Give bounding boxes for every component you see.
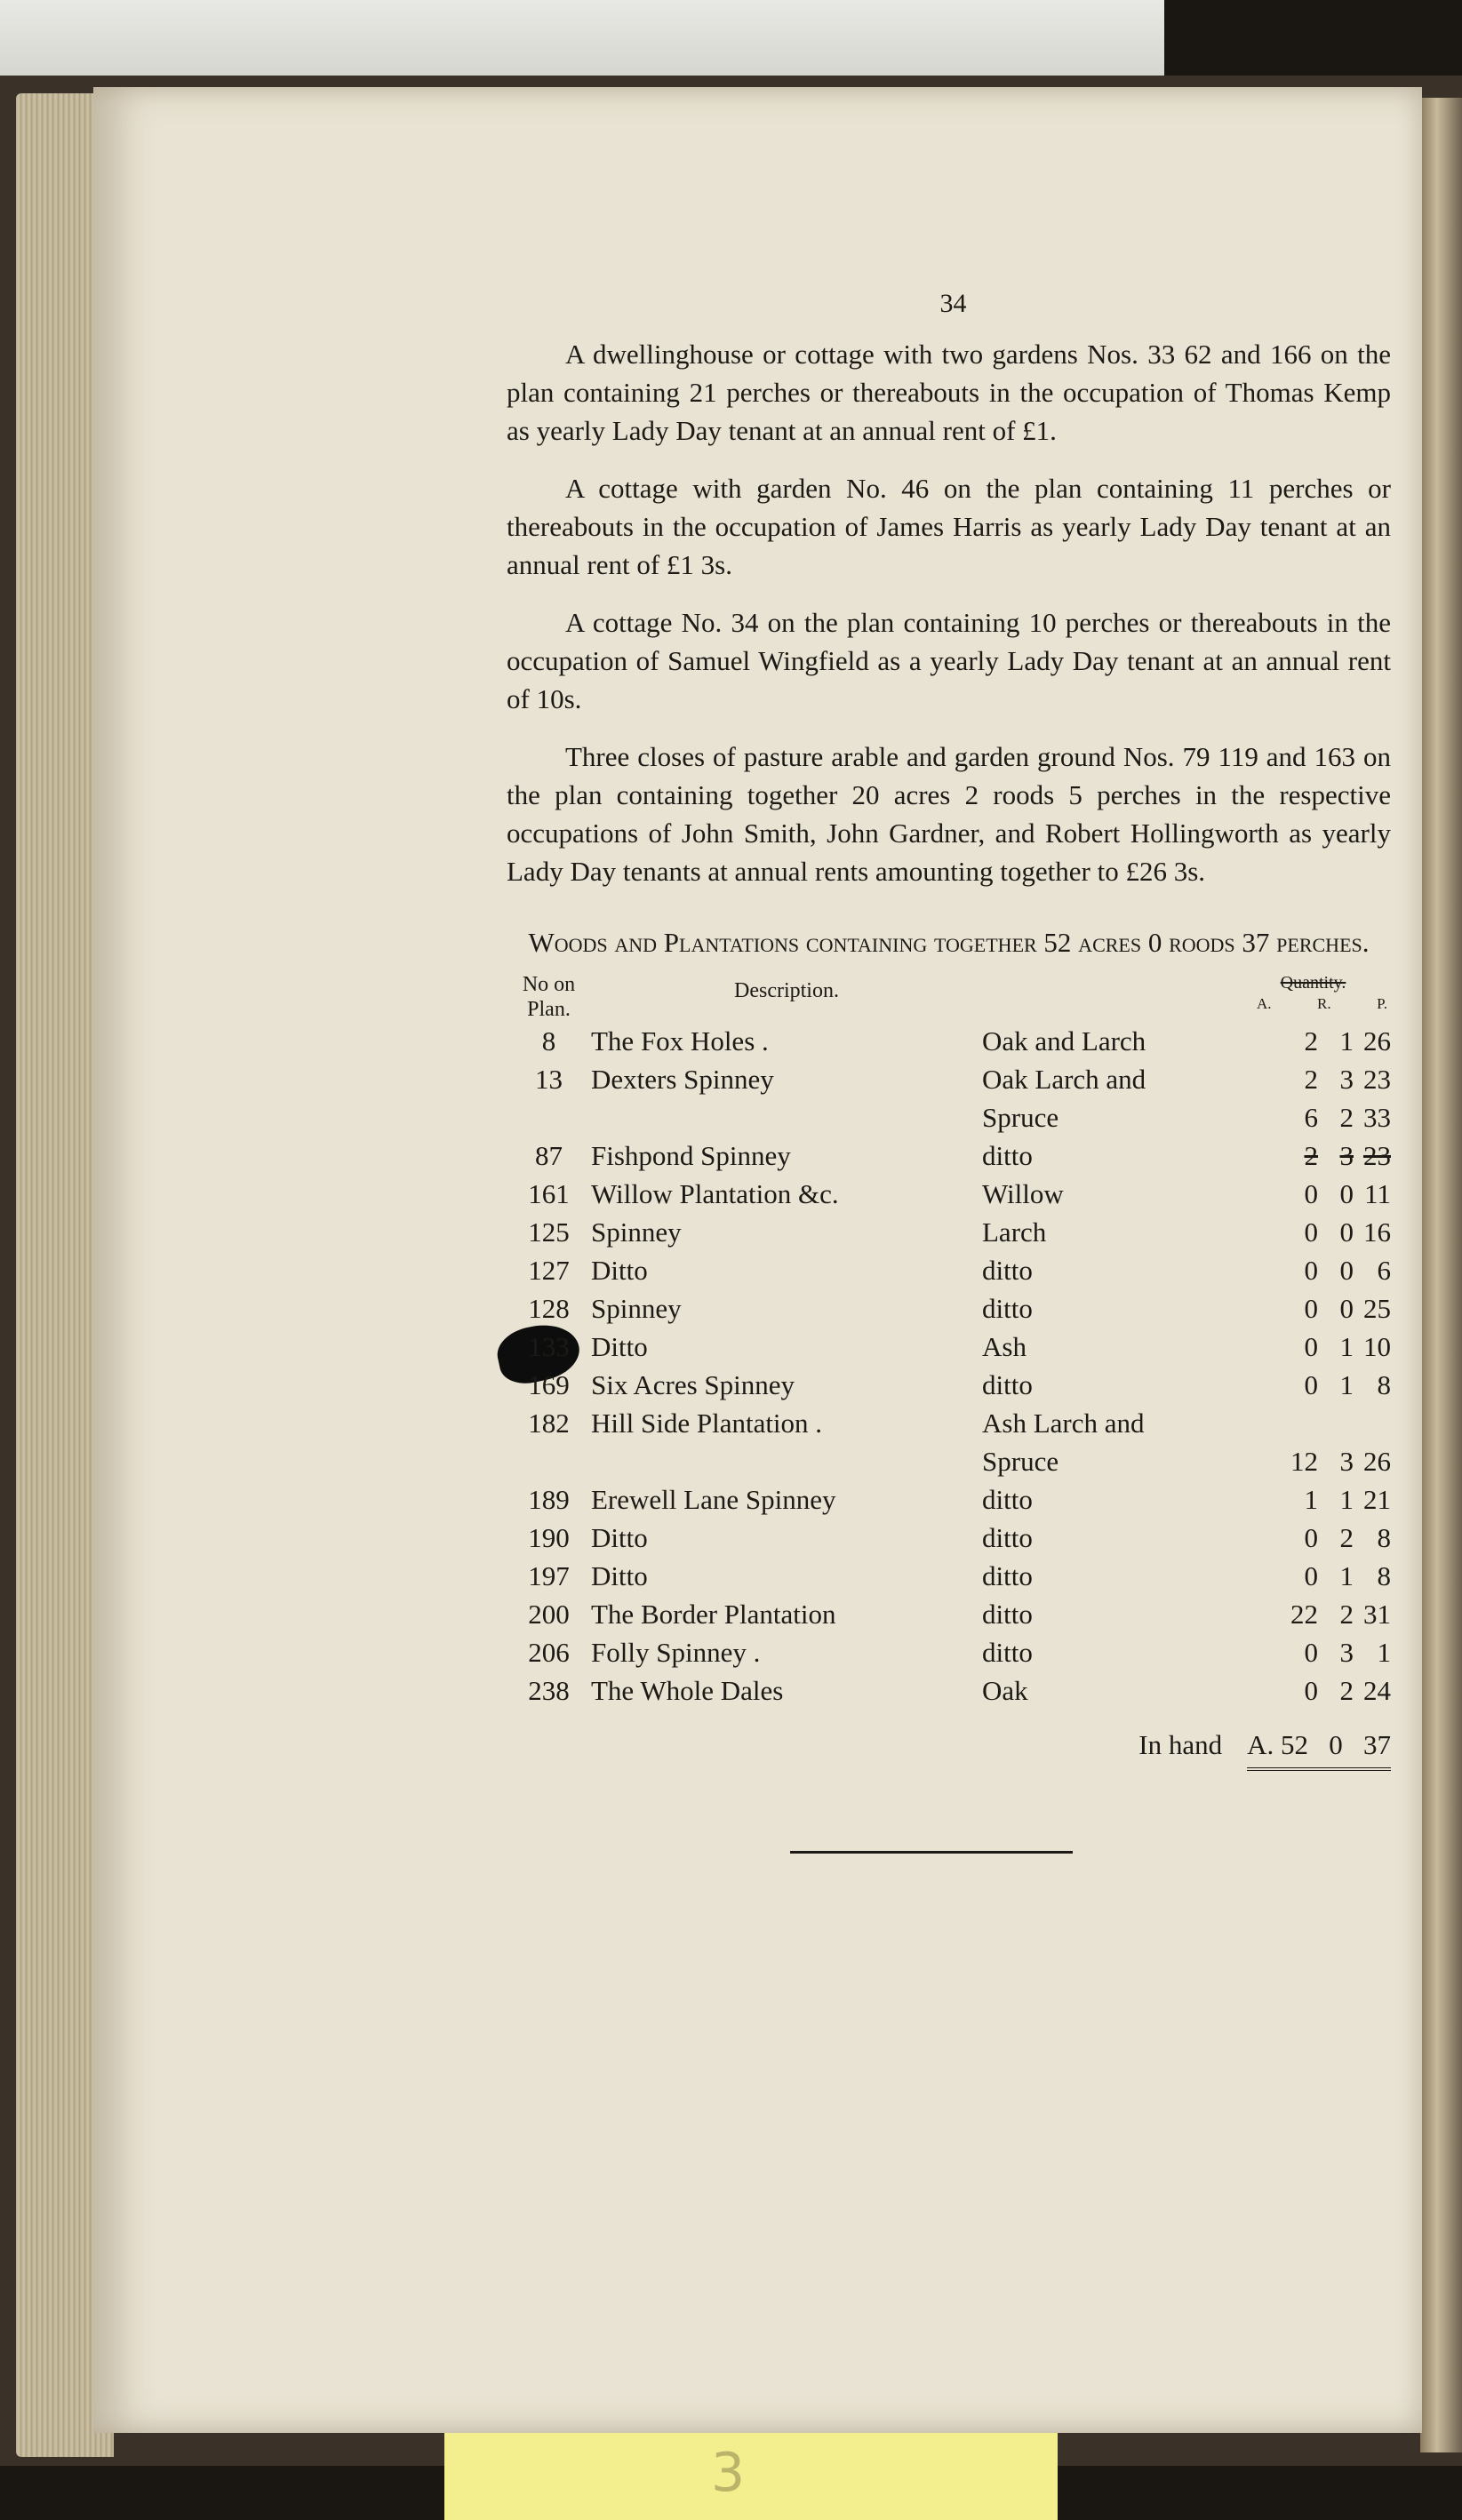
right-page-edge — [1420, 98, 1462, 2452]
table-row — [507, 1022, 1391, 1060]
section-heading: Woods and Plantations containing together 52 acres 0 roods 37 perches. — [528, 927, 1370, 958]
table-row — [507, 1557, 1391, 1595]
perches-value: 33 — [1363, 1102, 1391, 1133]
roods-value: 1 — [1339, 1369, 1354, 1400]
plan-cell: 189 — [528, 1484, 570, 1515]
table-row — [507, 1136, 1391, 1175]
description-cell: Spinney — [591, 1293, 682, 1324]
perches-value: 26 — [1363, 1025, 1391, 1057]
description-cell: Fishpond Spinney — [591, 1140, 791, 1171]
total-roods: 0 — [1329, 1729, 1343, 1760]
species-cell: ditto — [982, 1484, 1033, 1515]
description-cell: The Fox Holes . — [591, 1025, 769, 1057]
description-cell: Willow Plantation &c. — [591, 1178, 839, 1209]
species-cell: Ash — [982, 1331, 1027, 1362]
species-cell: Larch — [982, 1216, 1047, 1248]
description-cell: Spinney — [591, 1216, 682, 1248]
paragraph-closes: Three closes of pasture arable and garden ground Nos. 79 119 and 163 on the plan containing together 20 acres 2 roods 5 perches in the respective occupations of John Smith, John Gardner, and Robert Hollingworth as yearly Lady Day tenants at annual rents amounting together to £26 3s. — [507, 741, 1391, 887]
page-number: 34 — [939, 289, 967, 318]
roods-value: 1 — [1339, 1484, 1354, 1515]
description-cell: The Whole Dales — [591, 1675, 784, 1706]
table-row — [507, 1633, 1391, 1671]
quantity-cell — [1235, 1289, 1391, 1328]
species-cell: Oak and Larch — [982, 1025, 1146, 1057]
species-cell: ditto — [982, 1140, 1033, 1171]
description-cell: Dexters Spinney — [591, 1064, 774, 1095]
roods-value: 3 — [1339, 1064, 1354, 1095]
species-cell: ditto — [982, 1522, 1033, 1553]
sticky-note — [444, 2433, 1058, 2520]
species-cell: ditto — [982, 1560, 1033, 1591]
perches-value: 8 — [1377, 1369, 1391, 1400]
roods-value: 3 — [1339, 1140, 1354, 1171]
species-cell: Willow — [982, 1178, 1064, 1209]
quantity-cell — [1235, 1633, 1391, 1671]
arp-labels — [1235, 993, 1391, 1015]
roods-value: 3 — [1339, 1446, 1354, 1477]
top-paper-strip — [0, 0, 1164, 78]
description-cell: Ditto — [591, 1560, 648, 1591]
plan-cell: 200 — [528, 1599, 570, 1630]
plan-cell: 161 — [528, 1178, 570, 1209]
table-row — [507, 1519, 1391, 1557]
species-cell: Spruce — [982, 1102, 1059, 1133]
acres-value: 2 — [1304, 1025, 1318, 1057]
total-perches: 37 — [1363, 1729, 1391, 1760]
roods-label: R. — [1317, 995, 1331, 1012]
description-cell: Erewell Lane Spinney — [591, 1484, 836, 1515]
perches-value: 11 — [1364, 1178, 1391, 1209]
total-acres: 52 — [1281, 1729, 1308, 1760]
total-label: In hand — [1138, 1729, 1223, 1760]
roods-value: 2 — [1339, 1675, 1354, 1706]
species-cell: ditto — [982, 1599, 1033, 1630]
roods-value: 2 — [1339, 1599, 1354, 1630]
table-row — [507, 1060, 1391, 1098]
plan-cell: 197 — [528, 1560, 570, 1591]
perches-value: 1 — [1377, 1637, 1391, 1668]
table-row — [507, 1251, 1391, 1289]
header-description: Description. — [734, 979, 839, 1002]
table-header-row — [507, 972, 1391, 1022]
roods-value: 0 — [1339, 1293, 1354, 1324]
table-row — [507, 1213, 1391, 1251]
species-cell: ditto — [982, 1255, 1033, 1286]
table-row — [507, 1366, 1391, 1404]
plan-cell: 127 — [528, 1255, 570, 1286]
perches-value: 6 — [1377, 1255, 1391, 1286]
description-cell: Ditto — [591, 1255, 648, 1286]
perches-value: 10 — [1363, 1331, 1391, 1362]
acres-value: 2 — [1304, 1140, 1318, 1171]
acres-value: 0 — [1304, 1369, 1318, 1400]
quantity-cell — [1235, 1404, 1391, 1442]
quantity-label: Quantity. — [1280, 973, 1346, 993]
header-plan: No on Plan. — [522, 973, 576, 1021]
description-cell — [591, 1442, 982, 1480]
perches-value: 31 — [1363, 1599, 1391, 1630]
quantity-cell — [1235, 1251, 1391, 1289]
woods-table — [507, 972, 1391, 1710]
perches-value: 16 — [1363, 1216, 1391, 1248]
plan-cell: 190 — [528, 1522, 570, 1553]
table-row — [507, 1098, 1391, 1136]
closing-rule — [790, 1851, 1073, 1854]
plan-cell: 87 — [535, 1140, 563, 1171]
quantity-cell — [1235, 1366, 1391, 1404]
total-prefix: A. — [1247, 1729, 1274, 1760]
table-row — [507, 1480, 1391, 1519]
plan-cell: 8 — [541, 1025, 556, 1057]
description-cell: Ditto — [591, 1522, 648, 1553]
acres-value: 1 — [1304, 1484, 1318, 1515]
acres-value: 0 — [1304, 1178, 1318, 1209]
quantity-cell — [1235, 1671, 1391, 1710]
quantity-cell — [1235, 1480, 1391, 1519]
perches-value: 23 — [1363, 1064, 1391, 1095]
quantity-cell — [1235, 1098, 1391, 1136]
acres-value: 0 — [1304, 1216, 1318, 1248]
quantity-cell — [1235, 1557, 1391, 1595]
plan-cell: 13 — [535, 1064, 563, 1095]
species-cell: ditto — [982, 1293, 1033, 1324]
species-cell: Oak — [982, 1675, 1028, 1706]
table-row — [507, 1595, 1391, 1633]
acres-value: 22 — [1290, 1599, 1318, 1630]
roods-value: 3 — [1339, 1637, 1354, 1668]
table-row — [507, 1442, 1391, 1480]
plan-cell: 128 — [528, 1293, 570, 1324]
plan-cell: 206 — [528, 1637, 570, 1668]
perches-label: P. — [1377, 995, 1387, 1012]
woods-table-body — [507, 1022, 1391, 1710]
plan-cell: 182 — [528, 1408, 570, 1439]
perches-value: 8 — [1377, 1522, 1391, 1553]
roods-value: 0 — [1339, 1178, 1354, 1209]
table-row — [507, 1175, 1391, 1213]
acres-value: 2 — [1304, 1064, 1318, 1095]
perches-value: 23 — [1363, 1140, 1391, 1171]
description-cell — [591, 1098, 982, 1136]
acres-value: 6 — [1304, 1102, 1318, 1133]
acres-value: 0 — [1304, 1675, 1318, 1706]
species-cell: Spruce — [982, 1446, 1059, 1477]
plan-cell — [507, 1098, 591, 1136]
species-cell: ditto — [982, 1369, 1033, 1400]
roods-value: 2 — [1339, 1522, 1354, 1553]
plan-cell: 238 — [528, 1675, 570, 1706]
description-cell: Six Acres Spinney — [591, 1369, 795, 1400]
acres-value: 0 — [1304, 1522, 1318, 1553]
acres-value: 0 — [1304, 1331, 1318, 1362]
plan-cell: 125 — [528, 1216, 570, 1248]
description-cell: Ditto — [591, 1331, 648, 1362]
acres-value: 0 — [1304, 1560, 1318, 1591]
roods-value: 1 — [1339, 1331, 1354, 1362]
acres-value: 12 — [1290, 1446, 1318, 1477]
paragraph-wingfield: A cottage No. 34 on the plan containing 10 perches or thereabouts in the occupation of Samuel Wingfield as a yearly Lady Day tenant at an annual rent of 10s. — [507, 607, 1391, 714]
species-cell: Oak Larch and — [982, 1064, 1146, 1095]
species-cell: Ash Larch and — [982, 1408, 1145, 1439]
quantity-cell — [1235, 1060, 1391, 1098]
perches-value: 26 — [1363, 1446, 1391, 1477]
quantity-cell — [1235, 1213, 1391, 1251]
paragraph-harris: A cottage with garden No. 46 on the plan containing 11 perches or thereabouts in the occupation of James Harris as yearly Lady Day tenant at an annual rent of £1 3s. — [507, 473, 1391, 580]
quantity-cell — [1235, 1519, 1391, 1557]
page-content — [507, 284, 1391, 1854]
header-quantity — [1235, 972, 1391, 1022]
quantity-cell — [1235, 1442, 1391, 1480]
description-cell: The Border Plantation — [591, 1599, 836, 1630]
total-quantity — [1247, 1726, 1391, 1771]
roods-value: 0 — [1339, 1255, 1354, 1286]
quantity-cell — [1235, 1022, 1391, 1060]
quantity-cell — [1235, 1328, 1391, 1366]
total-row — [507, 1726, 1391, 1771]
description-cell: Hill Side Plantation . — [591, 1408, 823, 1439]
description-cell: Folly Spinney . — [591, 1637, 761, 1668]
species-cell: ditto — [982, 1637, 1033, 1668]
acres-value: 0 — [1304, 1293, 1318, 1324]
table-row — [507, 1328, 1391, 1366]
acres-label: A. — [1257, 995, 1272, 1012]
perches-value: 24 — [1363, 1675, 1391, 1706]
table-row — [507, 1671, 1391, 1710]
plan-cell: 169 — [528, 1369, 570, 1400]
quantity-cell — [1235, 1595, 1391, 1633]
roods-value: 1 — [1339, 1560, 1354, 1591]
plan-cell: 133 — [528, 1331, 570, 1362]
perches-value: 25 — [1363, 1293, 1391, 1324]
acres-value: 0 — [1304, 1255, 1318, 1286]
perches-value: 8 — [1377, 1560, 1391, 1591]
plan-cell — [507, 1442, 591, 1480]
sticky-note-text: 3 — [711, 2442, 746, 2504]
roods-value: 1 — [1339, 1025, 1354, 1057]
quantity-cell — [1235, 1136, 1391, 1175]
acres-value: 0 — [1304, 1637, 1318, 1668]
perches-value: 21 — [1363, 1484, 1391, 1515]
table-row — [507, 1404, 1391, 1442]
roods-value: 2 — [1339, 1102, 1354, 1133]
quantity-cell — [1235, 1175, 1391, 1213]
paragraph-kemp: A dwellinghouse or cottage with two gardens Nos. 33 62 and 166 on the plan containing 21 perches or thereabouts in the occupation of Thomas Kemp as yearly Lady Day tenant at an annual rent of £1. — [507, 339, 1391, 446]
header-species — [982, 972, 1235, 1022]
table-row — [507, 1289, 1391, 1328]
roods-value: 0 — [1339, 1216, 1354, 1248]
